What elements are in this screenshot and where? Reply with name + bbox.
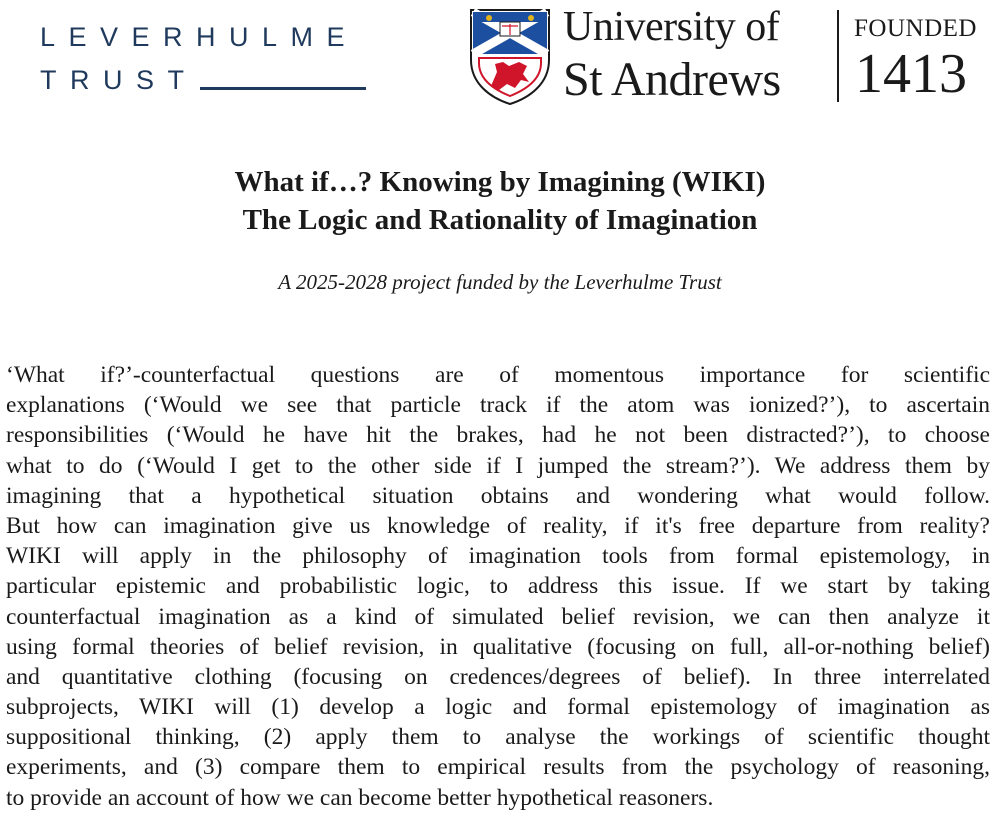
leverhulme-trust-logo — [40, 24, 366, 94]
body-line: using formal theories of belief revision, in qualitative (focusing on full, all-or-nothing belief) — [6, 633, 990, 660]
founded-label: FOUNDED — [854, 15, 977, 42]
leverhulme-logo-line2: TRUST — [40, 65, 198, 95]
body-line: what to do (‘Would I get to the other side if I jumped the stream?’). We address them by — [6, 452, 990, 479]
body-line: subprojects, WIKI will (1) develop a logic and formal epistemology of imagination as — [6, 694, 990, 721]
university-name-line1: University of — [563, 4, 780, 50]
body-line: and quantitative clothing (focusing on credences/degrees of belief). In three interrelated — [6, 663, 990, 690]
body-line: responsibilities (‘Would he have hit the brakes, had he not been distracted?’), to choose — [6, 422, 990, 449]
body-line: WIKI will apply in the philosophy of imagination tools from formal epistemology, in — [6, 543, 990, 570]
body-line: explanations (‘Would we see that particle track if the atom was ionized?’), to ascertain — [6, 392, 990, 419]
body-line: suppositional thinking, (2) apply them to analyse the workings of scientific thought — [6, 724, 990, 751]
page-title-line2: The Logic and Rationality of Imagination — [242, 204, 758, 236]
leverhulme-logo-line1: LEVERHULME — [40, 22, 359, 52]
body-line: imagining that a hypothetical situation obtains and wondering what would follow. — [6, 482, 990, 509]
body-line: particular epistemic and probabilistic logic, to address this issue. If we start by taking — [6, 573, 990, 600]
leverhulme-logo-line2-row — [40, 67, 366, 94]
shield-crest-icon — [469, 8, 551, 106]
logo-divider — [837, 10, 839, 102]
body-line: experiments, and (3) compare them to empirical results from the psychology of reasoning, — [6, 754, 990, 781]
body-line: ‘What if?’-counterfactual questions are of momentous importance for scientific — [6, 362, 990, 388]
project-description — [6, 360, 990, 813]
leverhulme-logo-rule — [200, 87, 366, 90]
university-name — [563, 6, 781, 104]
page-subtitle: A 2025-2028 project funded by the Leverhulme Trust — [278, 270, 722, 294]
page-title-line1: What if…? Knowing by Imagining (WIKI) — [234, 166, 766, 198]
body-line: But how can imagination give us knowledge of reality, if it's free departure from reality? — [6, 512, 990, 539]
university-name-line2: St Andrews — [563, 53, 781, 106]
body-line: to provide an account of how we can become better hypothetical reasoners. — [6, 784, 714, 811]
founded-year: 1413 — [855, 43, 967, 105]
body-line: counterfactual imagination as a kind of simulated belief revision, we can then analyze it — [6, 603, 990, 630]
